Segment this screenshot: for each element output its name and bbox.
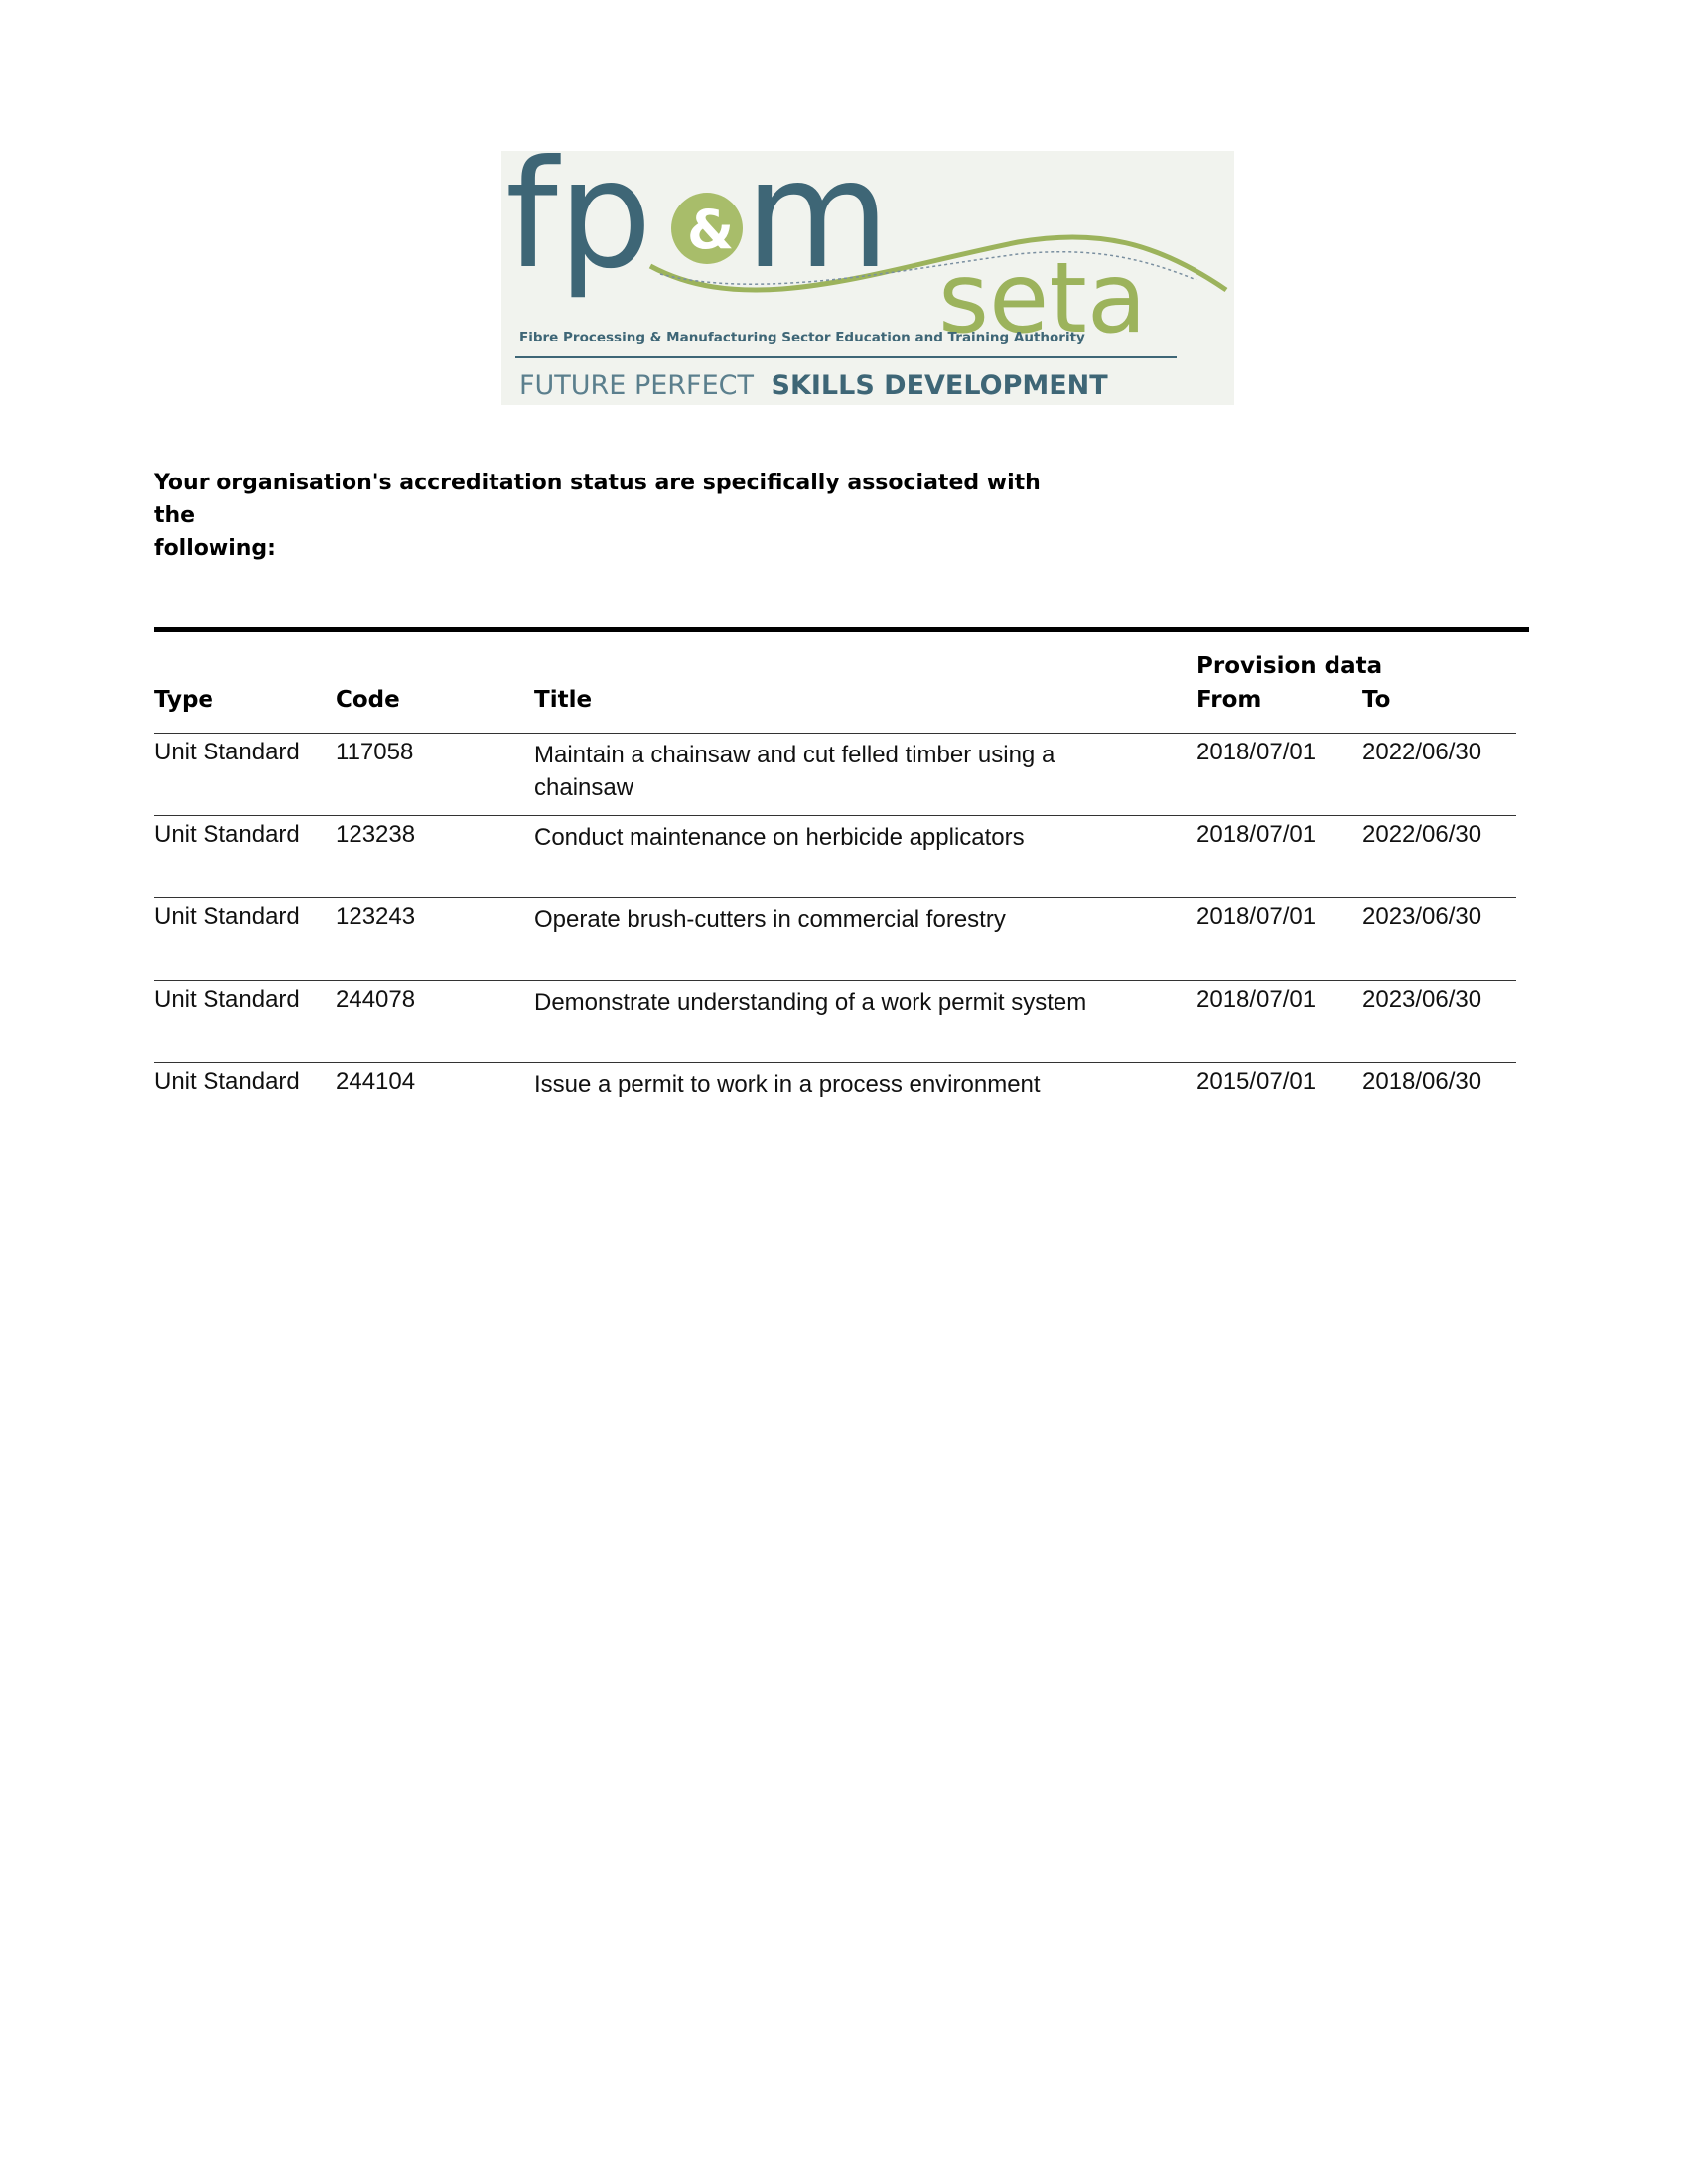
cell-type: Unit Standard bbox=[154, 821, 300, 848]
logo-wordmark-amp: & bbox=[687, 199, 735, 261]
header-code: Code bbox=[336, 687, 400, 713]
logo-tagline-light: FUTURE PERFECT bbox=[519, 370, 754, 401]
cell-from: 2018/07/01 bbox=[1196, 986, 1317, 1013]
cell-type: Unit Standard bbox=[154, 1068, 300, 1095]
cell-title: Issue a permit to work in a process environment bbox=[534, 1071, 1041, 1098]
table-header bbox=[154, 651, 1516, 734]
logo-wordmark-m: m bbox=[745, 151, 891, 302]
table-row bbox=[154, 1063, 1516, 1145]
logo-subtitle: Fibre Processing & Manufacturing Sector Education and Training Authority bbox=[519, 330, 1085, 345]
intro-line-1: Your organisation's accreditation status are specifically associated with the bbox=[154, 471, 1041, 528]
header-to: To bbox=[1362, 687, 1391, 713]
intro-text bbox=[154, 467, 1048, 565]
cell-to: 2023/06/30 bbox=[1362, 903, 1482, 930]
cell-from: 2015/07/01 bbox=[1196, 1068, 1317, 1095]
intro-line-2: following: bbox=[154, 536, 276, 561]
header-type: Type bbox=[154, 687, 214, 713]
cell-code: 117058 bbox=[336, 739, 414, 765]
cell-from: 2018/07/01 bbox=[1196, 903, 1317, 930]
cell-title: Demonstrate understanding of a work permit system bbox=[534, 989, 1087, 1016]
header-provision: Provision data bbox=[1196, 653, 1383, 679]
cell-to: 2022/06/30 bbox=[1362, 739, 1482, 765]
cell-title: Maintain a chainsaw and cut felled timber using a chainsaw bbox=[534, 742, 1055, 801]
table-row bbox=[154, 734, 1516, 816]
header-title: Title bbox=[534, 687, 593, 713]
cell-type: Unit Standard bbox=[154, 903, 300, 930]
logo-graphic bbox=[501, 151, 1234, 405]
cell-to: 2018/06/30 bbox=[1362, 1068, 1482, 1095]
cell-code: 244104 bbox=[336, 1068, 416, 1095]
cell-to: 2023/06/30 bbox=[1362, 986, 1482, 1013]
fpm-seta-logo bbox=[501, 151, 1234, 405]
cell-title: Operate brush-cutters in commercial forestry bbox=[534, 906, 1006, 933]
header-from: From bbox=[1196, 687, 1262, 713]
cell-from: 2018/07/01 bbox=[1196, 821, 1317, 848]
logo-tagline-bold: SKILLS DEVELOPMENT bbox=[771, 370, 1108, 401]
cell-to: 2022/06/30 bbox=[1362, 821, 1482, 848]
accreditation-table bbox=[154, 651, 1516, 1145]
table-row bbox=[154, 981, 1516, 1063]
table-top-rule bbox=[154, 627, 1529, 632]
cell-title: Conduct maintenance on herbicide applicators bbox=[534, 824, 1025, 851]
table-row bbox=[154, 898, 1516, 981]
cell-type: Unit Standard bbox=[154, 986, 300, 1013]
logo-wordmark-seta: seta bbox=[938, 242, 1147, 355]
cell-code: 123243 bbox=[336, 903, 416, 930]
cell-type: Unit Standard bbox=[154, 739, 300, 765]
table-row bbox=[154, 816, 1516, 898]
cell-from: 2018/07/01 bbox=[1196, 739, 1317, 765]
logo-wordmark-fp: fp bbox=[505, 151, 653, 302]
logo-tagline bbox=[519, 370, 1108, 401]
cell-code: 123238 bbox=[336, 821, 416, 848]
cell-code: 244078 bbox=[336, 986, 416, 1013]
